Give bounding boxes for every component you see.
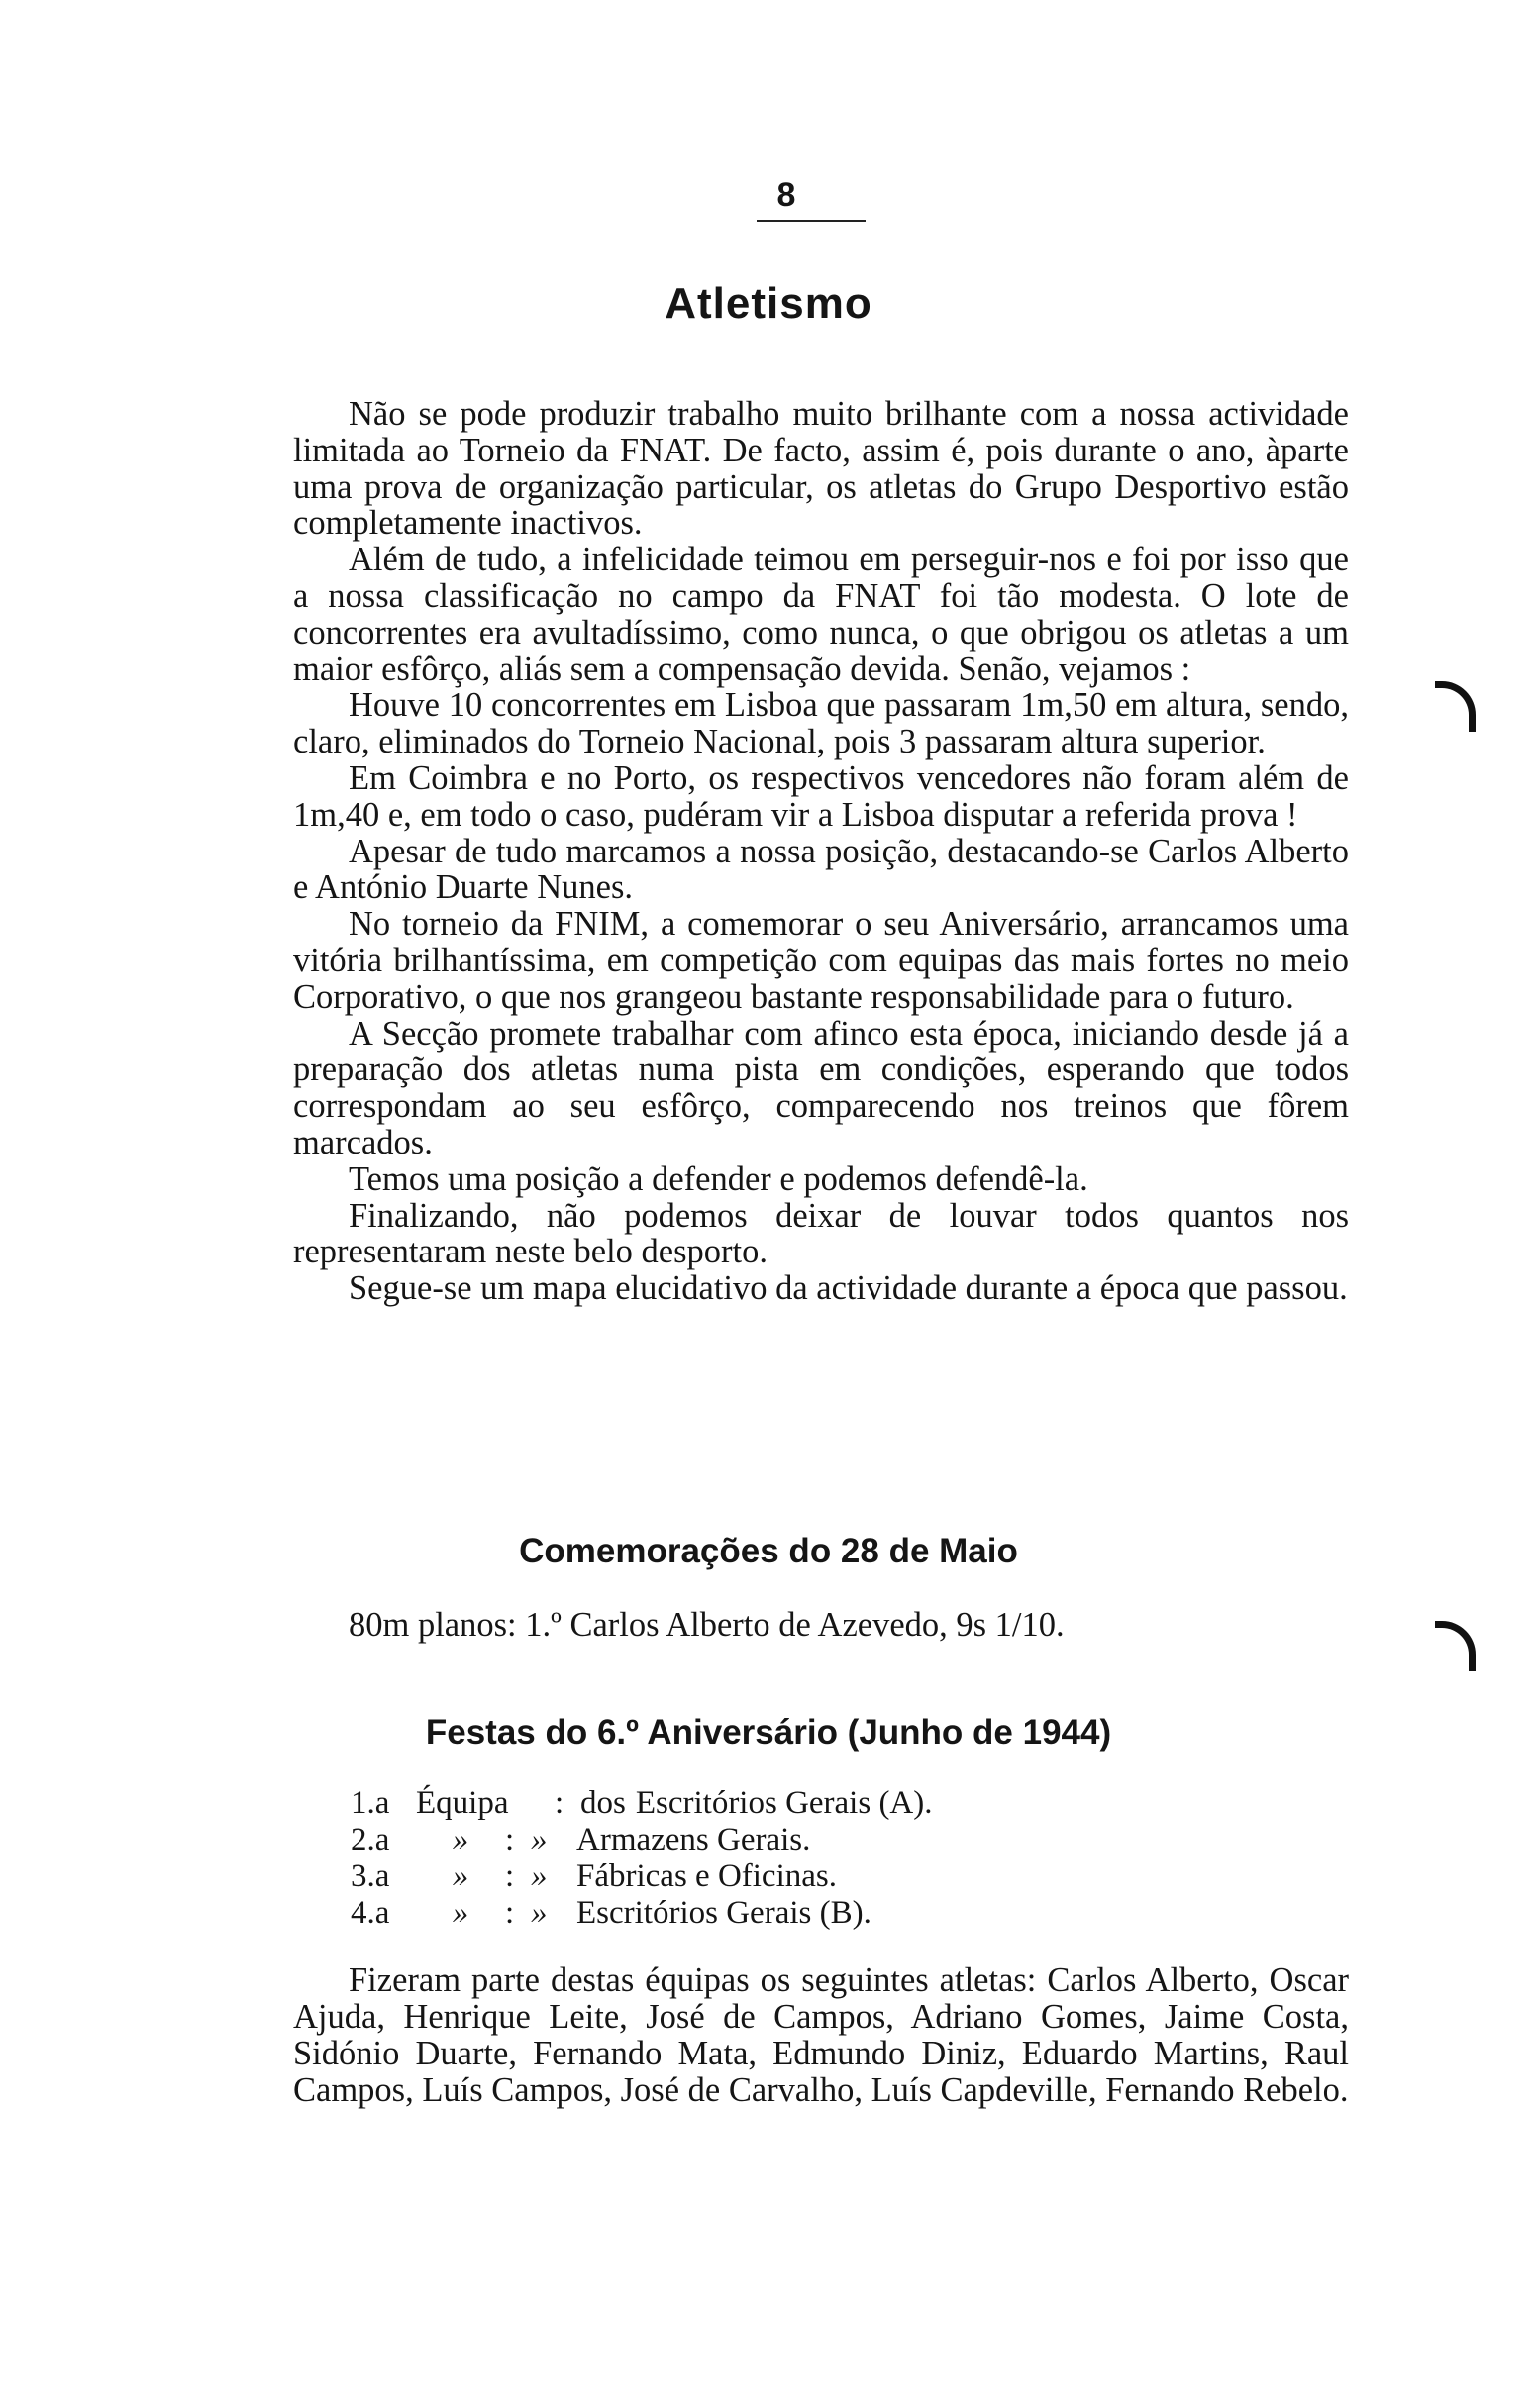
paragraph: Houve 10 concorrentes em Lisboa que passaram 1m,50 em altura, sendo, claro, eliminados do Torneio Nacional, pois 3 passaram altura superior. [293, 686, 1349, 761]
ditto-mark: » [452, 1858, 469, 1894]
team-row [351, 1858, 933, 1895]
paragraph: Temos uma posição a defender e podemos defendê-la. [349, 1159, 1088, 1198]
paragraph: No torneio da FNIM, a comemorar o seu Aniversário, arrancamos uma vitória brilhantíssima, em competição com equipas das mais fortes no meio Corporativo, o que nos grangeou bastante responsabilidade para o futuro. [293, 905, 1349, 1016]
team-name: Armazens Gerais. [576, 1822, 811, 1857]
paragraph: Em Coimbra e no Porto, os respectivos vencedores não foram além de 1m,40 e, em todo o caso, pudéram vir a Lisboa disputar a referida prova ! [293, 758, 1349, 834]
team-ordinal: 2.a [351, 1822, 390, 1857]
binding-mark [1435, 681, 1476, 732]
team-row [351, 1785, 933, 1822]
team-prefix: dos [580, 1785, 626, 1821]
team-separator: : [505, 1858, 515, 1894]
team-ordinal: 4.a [351, 1895, 390, 1931]
binding-mark [1435, 1621, 1476, 1671]
team-list [351, 1785, 933, 1932]
section-heading-maio: Comemorações do 28 de Maio [519, 1532, 1018, 1570]
paragraph: Finalizando, não podemos deixar de louvar todos quantos nos representaram neste belo desporto. [293, 1196, 1349, 1271]
page-title: Atletismo [665, 279, 872, 328]
paragraph: Apesar de tudo marcamos a nossa posição, destacando-se Carlos Alberto e António Duarte Nunes. [293, 832, 1349, 907]
page-number-rule [757, 220, 866, 222]
paragraph: Não se pode produzir trabalho muito brilhante com a nossa actividade limitada ao Torneio da FNAT. De facto, assim é, pois durante o ano, àparte uma prova de organização particular, os atletas do Grupo Desportivo estão completamente inactivos. [293, 395, 1349, 543]
paragraph: Segue-se um mapa elucidativo da actividade durante a época que passou. [349, 1269, 1348, 1308]
team-label: Équipa [416, 1785, 509, 1821]
paragraph: A Secção promete trabalhar com afinco esta época, iniciando desde já a preparação dos atletas numa pista em condições, esperando que todos correspondam ao seu esfôrço, comparecendo nos treinos que fôrem marcados. [293, 1014, 1349, 1161]
race-result: 80m planos: 1.º Carlos Alberto de Azevedo, 9s 1/10. [349, 1606, 1065, 1644]
team-ordinal: 3.a [351, 1858, 390, 1894]
ditto-mark: » [452, 1895, 469, 1931]
page-number: 8 [776, 176, 796, 214]
ditto-mark: » [531, 1858, 548, 1894]
ditto-mark: » [531, 1895, 548, 1931]
team-row [351, 1895, 933, 1932]
team-separator: : [555, 1785, 564, 1821]
team-row [351, 1822, 933, 1858]
paragraph: Além de tudo, a infelicidade teimou em perseguir-nos e foi por isso que a nossa classificação no campo da FNAT foi tão modesta. O lote de concorrentes era avultadíssimo, como nunca, o que obrigou os atletas a um maior esfôrço, aliás sem a compensação devida. Senão, vejamos : [293, 541, 1349, 688]
ditto-mark: » [452, 1822, 469, 1857]
team-ordinal: 1.a [351, 1785, 390, 1821]
section-heading-festas: Festas do 6.º Aniversário (Junho de 1944) [425, 1713, 1112, 1752]
team-separator: : [505, 1895, 515, 1931]
team-name: Escritórios Gerais (B). [576, 1895, 871, 1931]
team-name: Fábricas e Oficinas. [576, 1858, 837, 1894]
ditto-mark: » [531, 1822, 548, 1857]
article-body [293, 396, 1349, 1307]
team-separator: : [505, 1822, 515, 1857]
athletes-paragraph-block [293, 1962, 1349, 2109]
athletes-paragraph: Fizeram parte destas équipas os seguintes atletas: Carlos Alberto, Oscar Ajuda, Henrique Leite, José de Campos, Adriano Gomes, Jaime Costa, Sidónio Duarte, Fernando Mata, Edmundo Diniz, Eduardo Martins, Raul Campos, Luís Campos, José de Carvalho, Luís Capdeville, Fernando Rebelo. [293, 1961, 1349, 2109]
team-name: Escritórios Gerais (A). [635, 1785, 933, 1821]
